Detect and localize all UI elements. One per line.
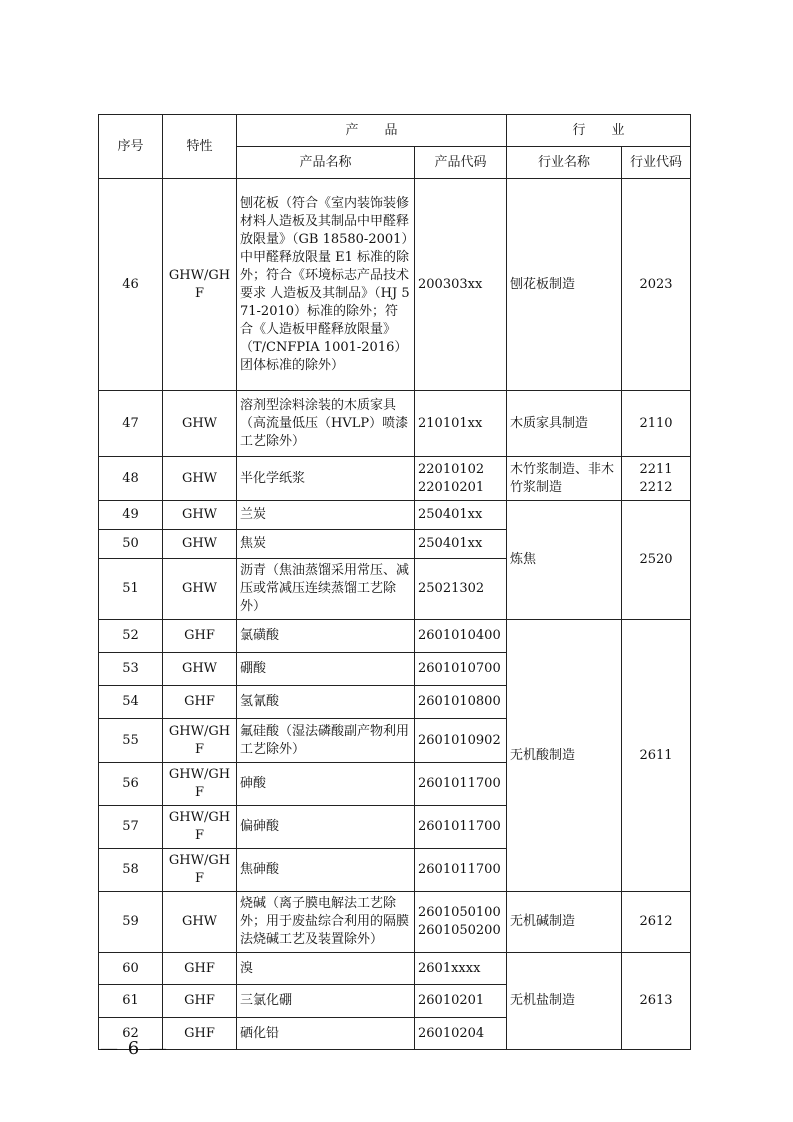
table-row [99,620,691,653]
seq-cell: 56 [99,763,163,806]
product-name-cell: 烧碱（离子膜电解法工艺除外；用于废盐综合利用的隔膜法烧碱工艺及装置除外） [237,892,415,953]
header-industry-group: 行 业 [507,115,691,147]
feature-cell: GHW/GHF [163,806,237,849]
seq-cell: 58 [99,849,163,892]
table-row [99,501,691,530]
product-code-cell: 250401xx [415,530,507,559]
product-code-cell: 26010204 [415,1018,507,1050]
feature-cell: GHW/GHF [163,849,237,892]
seq-cell: 52 [99,620,163,653]
product-code-cell: 2601011700 [415,763,507,806]
product-code-cell: 2601010400 [415,620,507,653]
product-code-cell: 2601010800 [415,686,507,719]
seq-cell: 60 [99,953,163,985]
industry-code-cell: 2023 [622,179,691,391]
product-name-cell: 偏砷酸 [237,806,415,849]
table-row [99,953,691,985]
product-name-cell: 硒化铅 [237,1018,415,1050]
product-code-cell: 25021302 [415,559,507,620]
product-code-line: 22010201 [418,479,485,495]
seq-cell: 51 [99,559,163,620]
seq-cell: 59 [99,892,163,953]
product-name-cell: 溴 [237,953,415,985]
product-name-cell: 氟硅酸（湿法磷酸副产物利用工艺除外） [237,719,415,763]
feature-cell: GHF [163,985,237,1018]
feature-cell: GHW [163,892,237,953]
industry-name-cell: 炼焦 [507,501,622,620]
product-name-cell: 焦砷酸 [237,849,415,892]
feature-cell: GHW [163,457,237,501]
product-code-line: 22010102 [418,461,485,477]
industry-code-cell [622,457,691,501]
product-code-cell [415,892,507,953]
product-name-cell: 硼酸 [237,653,415,686]
industry-code-cell: 2611 [622,620,691,892]
product-name-cell: 焦炭 [237,530,415,559]
seq-cell: 55 [99,719,163,763]
industry-code-cell: 2520 [622,501,691,620]
product-code-cell: 2601010700 [415,653,507,686]
header-industry-code: 行业代码 [622,147,691,179]
product-code-cell [415,457,507,501]
table-row [99,391,691,457]
feature-cell: GHW [163,559,237,620]
seq-cell: 61 [99,985,163,1018]
product-name-cell: 氢氰酸 [237,686,415,719]
header-feature: 特性 [163,115,237,179]
product-name-cell: 刨花板（符合《室内装饰装修材料人造板及其制品中甲醛释放限量》（GB 18580-2001）中甲醛释放限量 E1 标准的除外；符合《环境标志产品技术要求 人造板及其制品》（HJ 571-2010）标准的除外；符合《人造板甲醛释放限量》（T/CNFPIA 1001-2016）团体标准的除外） [237,179,415,391]
industry-name-cell: 无机盐制造 [507,953,622,1050]
feature-cell: GHW [163,530,237,559]
table-row [99,457,691,501]
seq-cell: 49 [99,501,163,530]
industry-code-cell: 2612 [622,892,691,953]
seq-cell: 54 [99,686,163,719]
table-row [99,179,691,391]
feature-cell: GHF [163,620,237,653]
seq-cell: 62 [99,1018,163,1050]
product-code-cell: 26010201 [415,985,507,1018]
product-code-cell: 2601011700 [415,806,507,849]
feature-cell: GHW/GHF [163,179,237,391]
header-row-1 [99,115,691,147]
header-product-group: 产 品 [237,115,507,147]
table-row [99,892,691,953]
product-name-cell: 溶剂型涂料涂装的木质家具（高流量低压（HVLP）喷漆工艺除外） [237,391,415,457]
header-seq: 序号 [99,115,163,179]
feature-cell: GHF [163,953,237,985]
seq-cell: 50 [99,530,163,559]
industry-name-cell: 木竹浆制造、非木竹浆制造 [507,457,622,501]
industry-name-cell: 无机酸制造 [507,620,622,892]
product-name-cell: 沥青（焦油蒸馏采用常压、减压或常减压连续蒸馏工艺除外） [237,559,415,620]
feature-cell: GHW [163,653,237,686]
feature-cell: GHW/GHF [163,719,237,763]
seq-cell: 48 [99,457,163,501]
industry-code-line: 2212 [639,479,673,495]
product-name-cell: 三氯化硼 [237,985,415,1018]
page-number: — 6 — [100,1038,169,1059]
feature-cell: GHF [163,1018,237,1050]
product-industry-table [98,114,691,1050]
header-product-code: 产品代码 [415,147,507,179]
industry-code-cell: 2110 [622,391,691,457]
industry-code-line: 2211 [639,461,673,477]
product-name-cell: 兰炭 [237,501,415,530]
feature-cell: GHW/GHF [163,763,237,806]
seq-cell: 47 [99,391,163,457]
feature-cell: GHW [163,391,237,457]
feature-cell: GHW [163,501,237,530]
product-code-cell: 2601010902 [415,719,507,763]
header-industry-name: 行业名称 [507,147,622,179]
product-name-cell: 砷酸 [237,763,415,806]
seq-cell: 53 [99,653,163,686]
industry-name-cell: 木质家具制造 [507,391,622,457]
product-code-cell: 250401xx [415,501,507,530]
product-name-cell: 氯磺酸 [237,620,415,653]
product-code-line: 2601050200 [418,923,501,938]
product-code-cell: 2601xxxx [415,953,507,985]
product-code-cell: 2601011700 [415,849,507,892]
industry-name-cell: 无机碱制造 [507,892,622,953]
product-code-cell: 210101xx [415,391,507,457]
feature-cell: GHF [163,686,237,719]
seq-cell: 46 [99,179,163,391]
product-code-cell: 200303xx [415,179,507,391]
header-product-name: 产品名称 [237,147,415,179]
industry-name-cell: 刨花板制造 [507,179,622,391]
industry-code-cell: 2613 [622,953,691,1050]
product-code-line: 2601050100 [418,905,501,920]
product-name-cell: 半化学纸浆 [237,457,415,501]
seq-cell: 57 [99,806,163,849]
